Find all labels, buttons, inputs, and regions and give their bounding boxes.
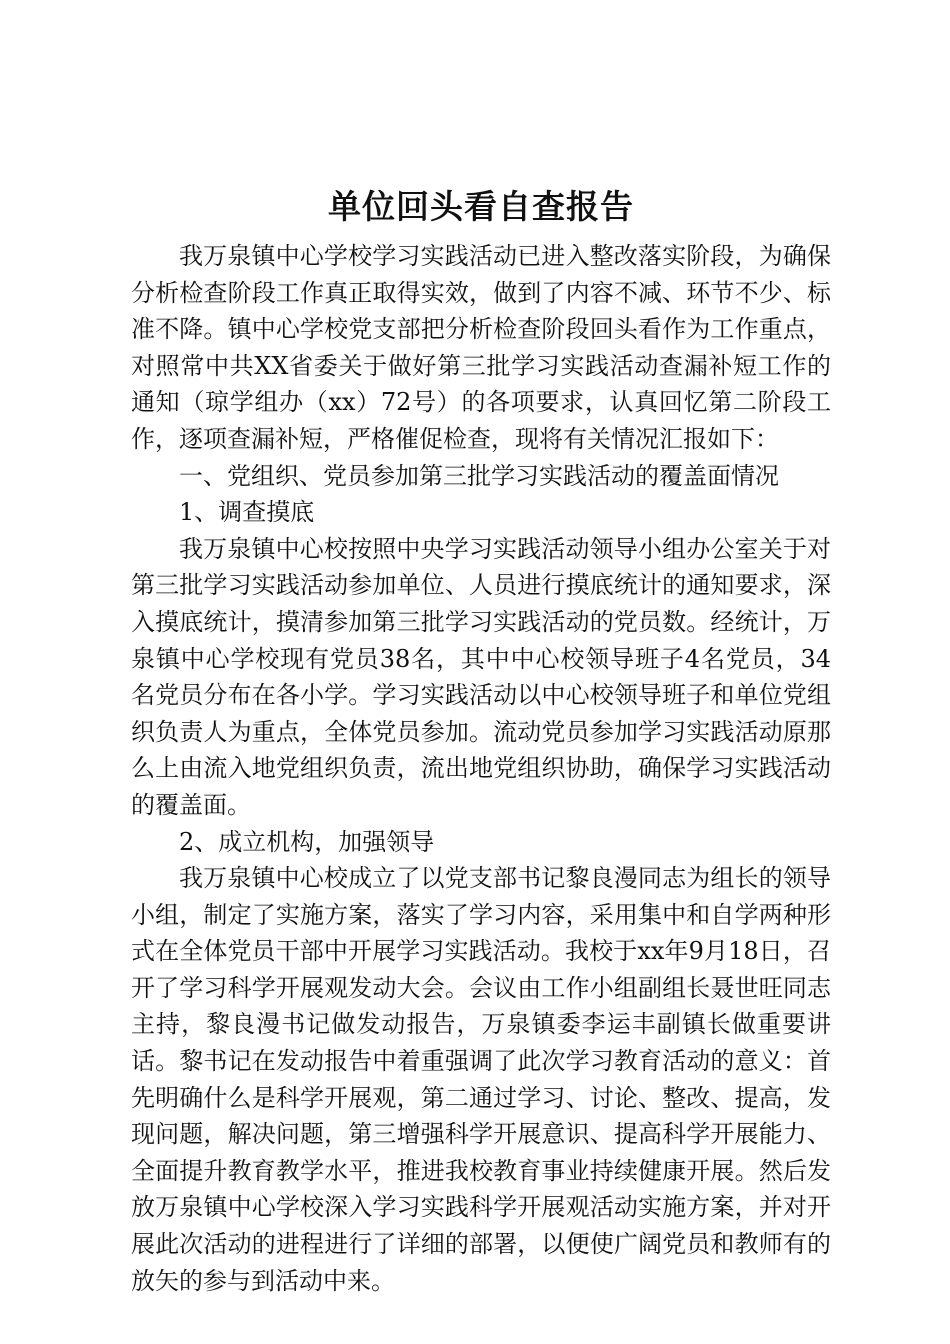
subsection-heading-survey: 1、调查摸底 — [179, 498, 315, 527]
survey-paragraph: 我万泉镇中心校按照中央学习实践活动领导小组办公室关于对第三批学习实践活动参加单位、人员进行摸底统计的通知要求，深入摸底统计，摸清参加第三批学习实践活动的党员数。经统计，万泉镇中心学校现有党员38名，其中中心校领导班子4名党员，34名党员分布在各小学。学习实践活动以中心校领导班子和单位党组织负责人为重点，全体党员参加。流动党员参加学习实践活动原那么上由流入地党组织负责，流出地党组织协助，确保学习实践活动的覆盖面。 — [131, 534, 831, 819]
document-body — [131, 182, 831, 1299]
section-heading-coverage: 一、党组织、党员参加第三批学习实践活动的覆盖面情况 — [179, 461, 779, 490]
intro-paragraph: 我万泉镇中心学校学习实践活动已进入整改落实阶段，为确保分析检查阶段工作真正取得实效，做到了内容不减、环节不少、标准不降。镇中心学校党支部把分析检查阶段回头看作为工作重点，对照常中共XX省委关于做好第三批学习实践活动查漏补短工作的通知（琼学组办（xx）72号）的各项要求，认真回忆第二阶段工作，逐项查漏补短，严格催促检查，现将有关情况汇报如下： — [131, 242, 831, 453]
organization-paragraph: 我万泉镇中心校成立了以党支部书记黎良漫同志为组长的领导小组，制定了实施方案，落实了学习内容，采用集中和自学两种形式在全体党员干部中开展学习实践活动。我校于xx年9月18日，召开了学习科学开展观发动大会。会议由工作小组副组长聂世旺同志主持，黎良漫书记做发动报告，万泉镇委李运丰副镇长做重要讲话。黎书记在发动报告中着重强调了此次学习教育活动的意义：首先明确什么是科学开展观，第二通过学习、讨论、整改、提高，发现问题，解决问题，第三增强科学开展意识、提高科学开展能力、全面提升教育教学水平，推进我校教育事业持续健康开展。然后发放万泉镇中心学校深入学习实践科学开展观活动实施方案，并对开展此次活动的进程进行了详细的部署，以便使广阔党员和教师有的放矢的参与到活动中来。 — [131, 864, 831, 1295]
subsection-heading-organization: 2、成立机构，加强领导 — [179, 827, 435, 856]
document-title: 单位回头看自查报告 — [328, 187, 634, 226]
